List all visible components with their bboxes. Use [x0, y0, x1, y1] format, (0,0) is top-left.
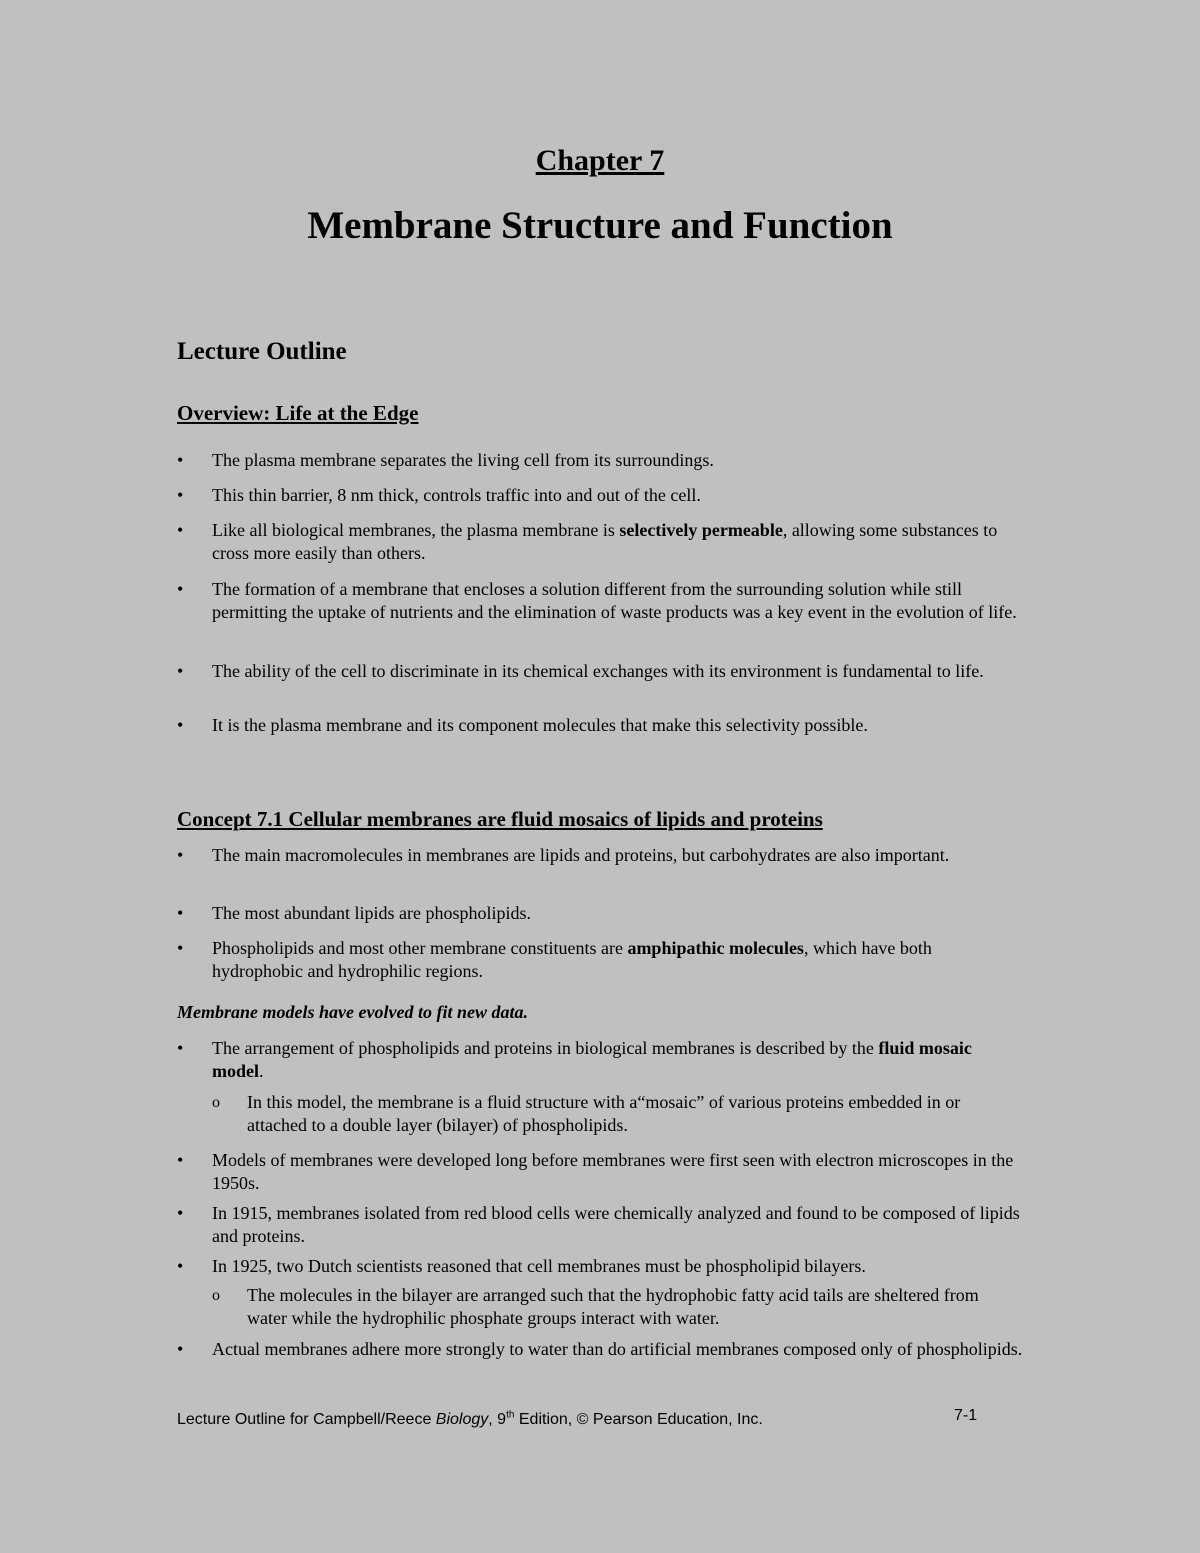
bullet-mark: • — [177, 1038, 184, 1058]
lecture-outline-heading: Lecture Outline — [177, 338, 347, 365]
bullet-text: It is the plasma membrane and its component molecules that make this selectivity possible. — [212, 715, 868, 735]
bullet-mark: • — [177, 1339, 184, 1359]
footer-citation: Lecture Outline for Campbell/Reece Biology, 9th Edition, © Pearson Education, Inc. — [177, 1410, 763, 1429]
overview-heading: Overview: Life at the Edge — [177, 401, 419, 425]
bullet-mark: • — [177, 845, 184, 865]
bullet-text: The formation of a membrane that encloses a solution different from the surrounding solution while still permitting the uptake of nutrients and the elimination of waste products was a key event in the evolution of life. — [212, 579, 1017, 622]
bullet-mark: • — [177, 1256, 184, 1276]
key-term-amphipathic: amphipathic molecules — [627, 938, 804, 958]
bullet-mark: • — [177, 520, 184, 540]
bullet-mark: • — [177, 903, 184, 923]
bullet-mark: • — [177, 661, 184, 681]
bullet-mark: • — [177, 450, 184, 470]
key-term-selectively-permeable: selectively permeable — [619, 520, 783, 540]
concept-7-1-heading: Concept 7.1 Cellular membranes are fluid mosaics of lipids and proteins — [177, 807, 823, 831]
bullet-text: This thin barrier, 8 nm thick, controls traffic into and out of the cell. — [212, 485, 701, 505]
bullet-mark: • — [177, 485, 184, 505]
bullet-text: In 1925, two Dutch scientists reasoned that cell membranes must be phospholipid bilayers. — [212, 1256, 866, 1276]
bullet-mark: • — [177, 938, 184, 958]
chapter-title: Membrane Structure and Function — [307, 204, 893, 247]
sub-bullet-text: The molecules in the bilayer are arranged such that the hydrophobic fatty acid tails are sheltered from water while the hydrophilic phosphate groups interact with water. — [247, 1285, 979, 1328]
sub-bullet-text: In this model, the membrane is a fluid structure with a“mosaic” of various proteins embedded in or attached to a double layer (bilayer) of phospholipids. — [247, 1092, 961, 1135]
bullet-text: The plasma membrane separates the living cell from its surroundings. — [212, 450, 714, 470]
bullet-text: Like all biological membranes, the plasma membrane is selectively permeable, allowing some substances to cross more easily than others. — [212, 520, 998, 563]
bullet-mark: • — [177, 579, 184, 599]
sub-bullet-mark: o — [212, 1287, 220, 1304]
footer-book-title: Biology — [435, 1411, 489, 1429]
membrane-models-subheading: Membrane models have evolved to fit new data. — [177, 1002, 528, 1022]
bullet-text: The main macromolecules in membranes are lipids and proteins, but carbohydrates are also important. — [212, 845, 950, 865]
bullet-text: Actual membranes adhere more strongly to water than do artificial membranes composed only of phospholipids. — [212, 1339, 1023, 1359]
page-number: 7-1 — [954, 1407, 978, 1424]
chapter-number: Chapter 7 — [535, 144, 665, 177]
bullet-text: The ability of the cell to discriminate in its chemical exchanges with its environment is fundamental to life. — [212, 661, 984, 681]
bullet-text: Phospholipids and most other membrane constituents are amphipathic molecules, which have both hydrophobic and hydrophilic regions. — [212, 938, 932, 981]
sub-bullet-mark: o — [212, 1094, 220, 1111]
bullet-mark: • — [177, 1203, 184, 1223]
bullet-text: The arrangement of phospholipids and proteins in biological membranes is described by the fluid mosaic model. — [212, 1038, 972, 1081]
bullet-text: In 1915, membranes isolated from red blood cells were chemically analyzed and found to be composed of lipids and proteins. — [212, 1203, 1020, 1246]
bullet-text: The most abundant lipids are phospholipids. — [212, 903, 531, 923]
bullet-mark: • — [177, 715, 184, 735]
bullet-mark: • — [177, 1150, 184, 1170]
page-footer — [177, 1406, 977, 1430]
bullet-text: Models of membranes were developed long before membranes were first seen with electron microscopes in the 1950s. — [212, 1150, 1014, 1193]
key-term-fluid-mosaic-model: fluid mosaic model — [212, 1038, 972, 1081]
